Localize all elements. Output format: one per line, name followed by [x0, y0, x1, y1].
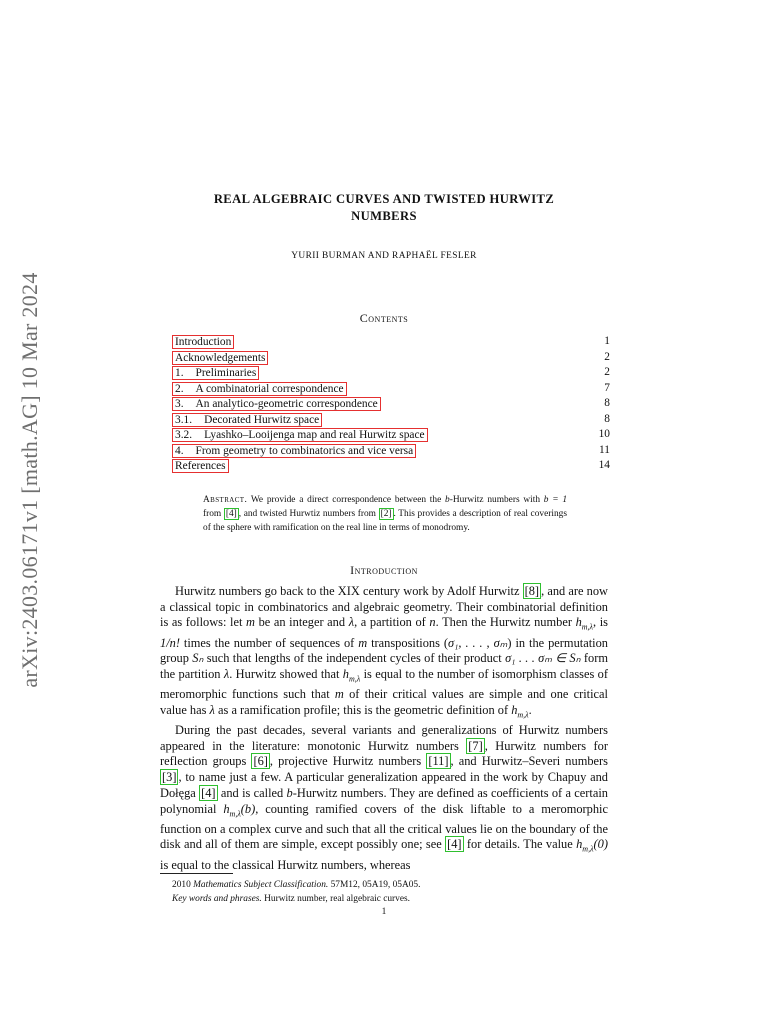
toc-row — [172, 412, 610, 428]
citation-link[interactable]: [3] — [162, 770, 177, 785]
page-number: 1 — [381, 907, 387, 917]
arxiv-identifier: arXiv:2403.06171v1 [math.AG] 10 Mar 2024 — [17, 272, 42, 688]
toc-page: 10 — [598, 428, 610, 440]
toc-page: 7 — [604, 381, 610, 394]
toc-row — [172, 350, 610, 366]
body-text — [160, 584, 608, 873]
toc-page: 1 — [604, 335, 610, 347]
toc-page: 8 — [604, 397, 610, 409]
toc-page: 2 — [604, 366, 610, 378]
toc-row — [172, 443, 610, 459]
footnote-keywords: Key words and phrases. Hurwitz number, real algebraic curves. — [172, 894, 411, 904]
contents-heading: Contents — [359, 311, 409, 325]
toc-row — [172, 334, 610, 350]
toc-page: 11 — [599, 443, 610, 456]
paragraph: During the past decades, several variants and generalizations of Hurwitz numbers appeared in the literature: monotonic Hurwitz numbers [7] , Hurwitz numbers for reflection groups [6] , projective Hurwitz numbers [11] , and Hurwitz–Severi numbers [3] , to name just a few. A particular generalization appeared in the work by Chapuy and Dołęga [4] and is called b-Hurwitz numbers. They are defined as coefficients of a certain polynomial $h_{m,\lambda}(b)$, counting ramified covers of the disk liftable to a meromorphic function on a complex curve and such that all the critical values lie on the boundary of the disk and all of them are simple, except possibly one; see [4] for details. The value $h_{m,\lambda}(0)$ is equal to the classical Hurwitz numbers, whereas — [160, 723, 608, 872]
toc-row — [172, 427, 610, 443]
citation-link[interactable]: [7] — [468, 738, 483, 753]
toc-link-preliminaries[interactable]: 1. Preliminaries — [172, 366, 259, 380]
toc-page: 2 — [604, 350, 610, 363]
toc-link-geometry-to-combinatorics[interactable]: 4. From geometry to combinatorics and vice versa — [172, 444, 416, 458]
paragraph: Hurwitz numbers go back to the XIX century work by Adolf Hurwitz [8] , and are now a classical topic in combinatorics and algebraic geometry. Their combinatorial definition is as follows: let m be an integer and λ, a partition of n. Then the Hurwitz number $h_{m,\lambda}$, is 1/n! times the number of sequences of m transpositions (σ₁, . . . , σₘ) in the permutation group Sₙ such that lengths of the independent cycles of their product σ₁ . . . σₘ ∈ Sₙ form the partition λ. Hurwitz showed that $h_{m,\lambda}$ is equal to the number of isomorphism classes of meromorphic functions such that m of their critical values are simple and one critical value has λ as a ramification profile; this is the geometric definition of $h_{m,\lambda}$. — [160, 584, 608, 720]
citation-link[interactable]: [8] — [524, 584, 540, 598]
toc-link-introduction[interactable]: Introduction — [172, 335, 234, 349]
toc-link-lyashko-looijenga[interactable]: 3.2. Lyashko–Looijenga map and real Hurwitz space — [172, 428, 428, 442]
toc-link-references[interactable]: References — [172, 459, 229, 473]
paper-title — [160, 191, 608, 225]
footnote-msc: 2010 Mathematics Subject Classification. 57M12, 05A19, 05A05. — [172, 880, 421, 890]
citation-link[interactable]: [6] — [253, 754, 268, 769]
toc-link-analytico-geometric[interactable]: 3. An analytico-geometric correspondence — [172, 397, 381, 411]
authors: YURII BURMAN AND RAPHAËL FESLER — [291, 251, 477, 261]
toc-row — [172, 365, 610, 381]
toc-row — [172, 458, 610, 474]
abstract-label: Abstract. — [203, 495, 248, 505]
citation-link[interactable]: [4] — [201, 785, 216, 800]
abstract: Abstract. We provide a direct correspondence between the b-Hurwitz numbers with b = 1 from [4] , and twisted Hurwtiz numbers from [2] . This provides a description of real coverings of the sphere with ramification on the real line in terms of monodromy. — [203, 495, 568, 533]
toc-link-decorated-hurwitz-space[interactable]: 3.1. Decorated Hurwitz space — [172, 413, 322, 427]
toc-link-acknowledgements[interactable]: Acknowledgements — [172, 351, 268, 365]
toc-page: 14 — [598, 459, 610, 471]
citation-link[interactable]: [11] — [428, 754, 449, 769]
citation-link[interactable]: [4] — [447, 837, 462, 852]
title-line-1: REAL ALGEBRAIC CURVES AND TWISTED HURWITZ — [213, 192, 555, 206]
footnote-divider — [160, 873, 233, 874]
toc-link-combinatorial-correspondence[interactable]: 2. A combinatorial correspondence — [172, 382, 347, 396]
footnotes — [172, 878, 608, 906]
section-heading-introduction: Introduction — [350, 563, 418, 577]
title-line-2: NUMBERS — [351, 209, 417, 223]
toc-row — [172, 396, 610, 412]
table-of-contents — [172, 334, 610, 474]
toc-page: 8 — [604, 412, 610, 425]
citation-link[interactable]: [4] — [225, 509, 237, 519]
toc-row — [172, 381, 610, 397]
citation-link[interactable]: [2] — [380, 509, 392, 519]
